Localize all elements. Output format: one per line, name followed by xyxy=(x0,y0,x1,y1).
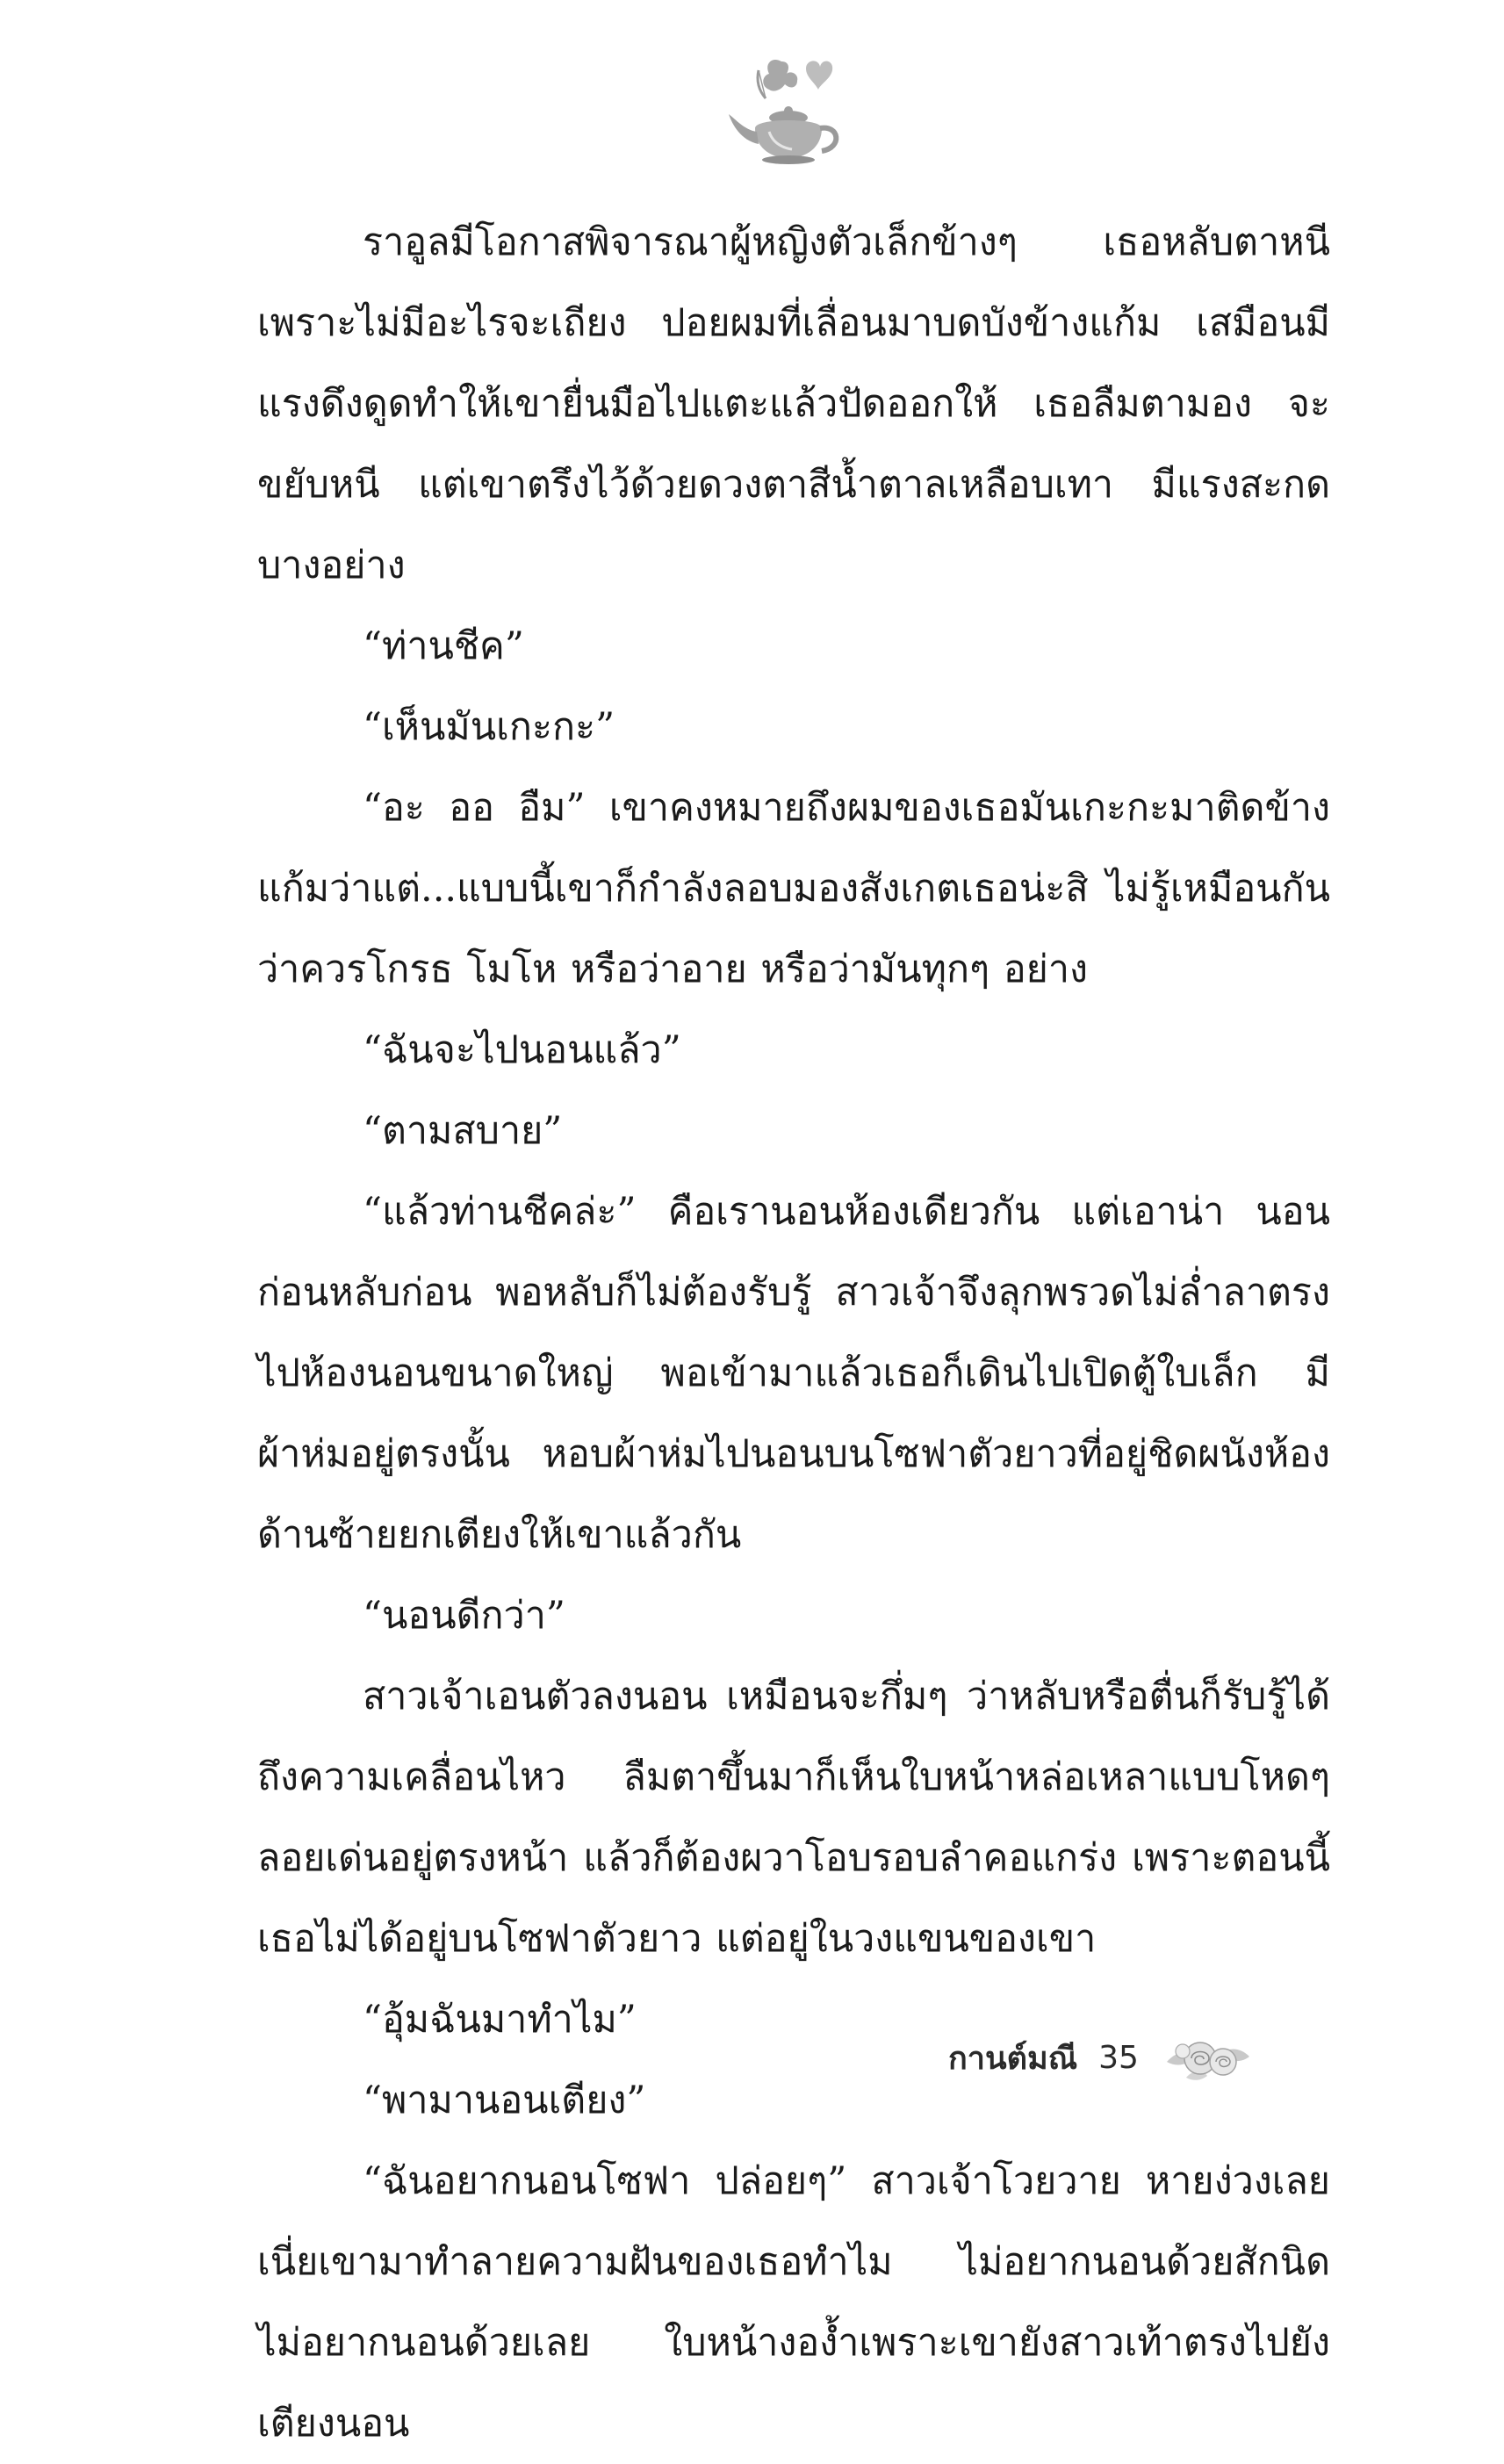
paragraph-10: “อุ้มฉันมาทำไม” xyxy=(363,1998,637,2042)
page-body xyxy=(257,202,1330,2464)
paragraph-7: “แล้วท่านชีคล่ะ” คือเรานอนห้องเดียวกัน แต่เอาน่า นอนก่อนหลับก่อน พอหลับก็ไม่ต้องรับรู้ สาวเจ้าจึงลุกพรวดไม่ล่ำลาตรงไปห้องนอนขนาดใหญ่ พอเข้ามาแล้วเธอก็เดินไปเปิดตู้ใบเล็ก มีผ้าห่มอยู่ตรงนั้น หอบผ้าห่มไปนอนบนโซฟาตัวยาวที่อยู่ชิดผนังห้องด้านซ้ายยกเตียงให้เขาแล้วกัน xyxy=(257,1190,1330,1557)
page-number: 35 xyxy=(1098,2039,1139,2076)
paragraph-5: “ฉันจะไปนอนแล้ว” xyxy=(363,1028,681,1072)
rose-ornament-icon xyxy=(1160,2027,1256,2088)
paragraph-6: “ตามสบาย” xyxy=(363,1109,563,1153)
paragraph-8: “นอนดีกว่า” xyxy=(363,1594,565,1638)
paragraph-3: “เห็นมันเกะกะ” xyxy=(363,705,615,749)
paragraph-11: “พามานอนเตียง” xyxy=(363,2079,646,2122)
paragraph-1: ราอูลมีโอกาสพิจารณาผู้หญิงตัวเล็กข้างๆ เธอหลับตาหนีเพราะไม่มีอะไรจะเถียง ปอยผมที่เลื่อนมาบดบังข้างแก้ม เสมือนมีแรงดึงดูดทำให้เขายื่นมือไปแตะแล้วปัดออกให้ เธอลืมตามอง จะขยับหนี แต่เขาตรึงไว้ด้วยดวงตาสีน้ำตาลเหลือบเทา มีแรงสะกดบางอย่าง xyxy=(257,220,1330,587)
book-title: กานต์มณี xyxy=(948,2040,1078,2077)
paragraph-2: “ท่านชีค” xyxy=(363,624,524,668)
teapot-cupid-ornament-icon xyxy=(720,44,852,176)
paragraph-9: สาวเจ้าเอนตัวลงนอน เหมือนจะกึ่มๆ ว่าหลับหรือตื่นก็รับรู้ได้ถึงความเคลื่อนไหว ลืมตาขึ้นมาก็เห็นใบหน้าหล่อเหลาแบบโหดๆ ลอยเด่นอยู่ตรงหน้า แล้วก็ต้องผวาโอบรอบลำคอแกร่ง เพราะตอนนี้เธอไม่ได้อยู่บนโซฟาตัวยาว แต่อยู่ในวงแขนของเขา xyxy=(257,1675,1330,1961)
paragraph-4: “อะ ออ อืม” เขาคงหมายถึงผมของเธอมันเกะกะมาติดข้างแก้มว่าแต่...แบบนี้เขาก็กำลังลอบมองสังเกตเธอน่ะสิ ไม่รู้เหมือนกันว่าควรโกรธ โมโห หรือว่าอาย หรือว่ามันทุกๆ อย่าง xyxy=(257,786,1330,991)
page-footer xyxy=(948,2027,1335,2088)
paragraph-12: “ฉันอยากนอนโซฟา ปล่อยๆ” สาวเจ้าโวยวาย หายง่วงเลยเนี่ยเขามาทำลายความฝันของเธอทำไม ไม่อยากนอนด้วยสักนิด ไม่อยากนอนด้วยเลย ใบหน้างอง้ำเพราะเขายังสาวเท้าตรงไปยังเตียงนอน xyxy=(257,2159,1330,2446)
